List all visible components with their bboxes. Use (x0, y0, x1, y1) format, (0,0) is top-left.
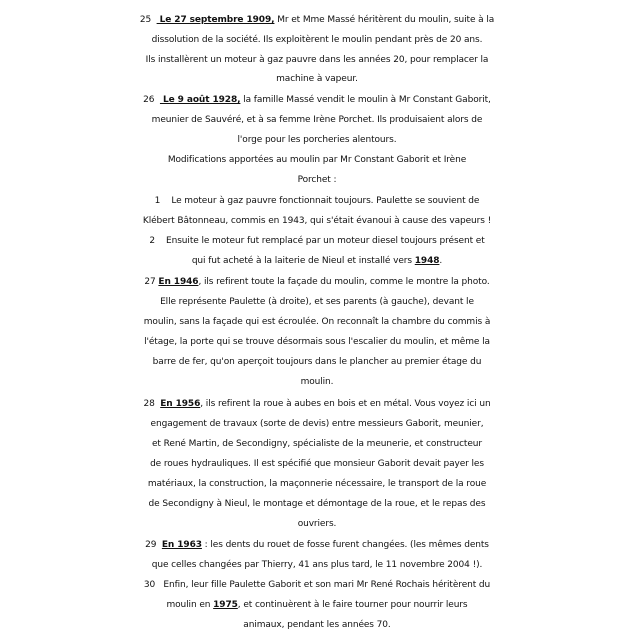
text-line (0, 69, 634, 89)
text-line (0, 130, 634, 150)
text-line (0, 575, 634, 595)
text-segment: Modifications apportées au moulin par Mr Constant Gaborit et Irène (167, 155, 467, 165)
text-segment: qui fut acheté à la laiterie de Nieul et installé vers (191, 256, 415, 266)
text-segment: de Secondigny à Nieul, le montage et démontage de la roue, et le repas des (148, 499, 486, 509)
text-line (0, 595, 634, 615)
text-segment: Klébert Bâtonneau, commis en 1943, qui s'était évanoui à cause des vapeurs ! (142, 216, 492, 226)
date-highlight: En 1956 (160, 399, 201, 409)
text-line (0, 251, 634, 271)
text-line (0, 231, 634, 251)
date-highlight: En 1963 (161, 540, 202, 550)
text-line (0, 352, 634, 372)
text-line (0, 50, 634, 70)
text-segment: : les dents du rouet de fosse furent changées. (les mêmes dents (201, 540, 489, 550)
text-segment: que celles changées par Thierry, 41 ans plus tard, le 11 novembre 2004 !). (151, 560, 483, 570)
text-segment: Elle représente Paulette (à droite), et ses parents (à gauche), devant le (160, 297, 474, 307)
text-segment: , et continuèrent à le faire tourner pour nourrir leurs (237, 600, 468, 610)
text-line (0, 90, 634, 110)
text-segment: Ils installèrent un moteur à gaz pauvre dans les années 20, pour remplacer la (145, 55, 489, 65)
text-line (0, 191, 634, 211)
text-line (0, 394, 634, 414)
text-line (0, 434, 634, 454)
text-segment: engagement de travaux (sorte de devis) entre messieurs Gaborit, meunier, (150, 419, 484, 429)
text-line (0, 272, 634, 292)
text-segment: ouvriers. (297, 519, 337, 529)
text-segment: meunier de Sauvéré, et à sa femme Irène Porchet. Ils produisaient alors de (151, 115, 483, 125)
text-segment: Mr et Mme Massé héritèrent du moulin, suite à la (274, 15, 495, 25)
text-segment: Porchet : (297, 175, 337, 185)
text-line (0, 110, 634, 130)
text-line (0, 494, 634, 514)
date-highlight: Le 9 août 1928, (159, 95, 241, 105)
text-line (0, 615, 634, 635)
text-segment: machine à vapeur. (276, 74, 358, 84)
text-line (0, 30, 634, 50)
text-segment: , ils refirent la roue à aubes en bois et en métal. Vous voyez ici un (200, 399, 491, 409)
text-segment: 26 (143, 95, 160, 105)
text-line (0, 312, 634, 332)
text-line (0, 170, 634, 190)
text-segment: moulin. (300, 377, 334, 387)
text-segment: et René Martin, de Secondigny, spécialiste de la meunerie, et constructeur (152, 439, 482, 449)
text-segment: animaux, pendant les années 70. (243, 620, 391, 630)
text-segment: moulin en (166, 600, 214, 610)
text-segment: matériaux, la construction, la maçonnerie nécessaire, le transport de la roue (147, 479, 487, 489)
date-highlight: 1975 (213, 600, 238, 610)
text-line (0, 555, 634, 575)
text-segment: l'orge pour les porcheries alentours. (237, 135, 397, 145)
text-segment: 29 (145, 540, 162, 550)
text-line (0, 454, 634, 474)
text-segment: 28 (143, 399, 161, 409)
text-line (0, 414, 634, 434)
text-segment: 27 (144, 277, 159, 287)
date-highlight: Le 27 septembre 1909, (156, 15, 275, 25)
text-line (0, 372, 634, 392)
text-segment: . (439, 256, 443, 266)
text-segment: de roues hydrauliques. Il est spécifié que monsieur Gaborit devait payer les (150, 459, 484, 469)
text-line (0, 211, 634, 231)
text-line (0, 535, 634, 555)
text-segment: 2 Ensuite le moteur fut remplacé par un moteur diesel toujours présent et (149, 236, 485, 246)
text-segment: dissolution de la société. Ils exploitèrent le moulin pendant près de 20 ans. (151, 35, 483, 45)
text-line (0, 514, 634, 534)
text-line (0, 332, 634, 352)
date-highlight: En 1946 (158, 277, 199, 287)
text-segment: l'étage, la porte qui se trouve désormais sous l'escalier du moulin, et même la (144, 337, 490, 347)
text-line (0, 474, 634, 494)
text-segment: , ils refirent toute la façade du moulin, comme le montre la photo. (198, 277, 490, 287)
text-line (0, 292, 634, 312)
text-line (0, 150, 634, 170)
text-segment: 1 Le moteur à gaz pauvre fonctionnait toujours. Paulette se souvient de (154, 196, 480, 206)
text-segment: la famille Massé vendit le moulin à Mr Constant Gaborit, (240, 95, 491, 105)
text-segment: barre de fer, qu'on aperçoit toujours dans le plancher au premier étage du (152, 357, 482, 367)
text-segment: 25 (139, 15, 157, 25)
text-segment: 30 Enfin, leur fille Paulette Gaborit et son mari Mr René Rochais héritèrent du (143, 580, 491, 590)
text-line (0, 10, 634, 30)
date-highlight: 1948 (414, 256, 440, 266)
text-segment: moulin, sans la façade qui est écroulée. On reconnaît la chambre du commis à (143, 317, 491, 327)
